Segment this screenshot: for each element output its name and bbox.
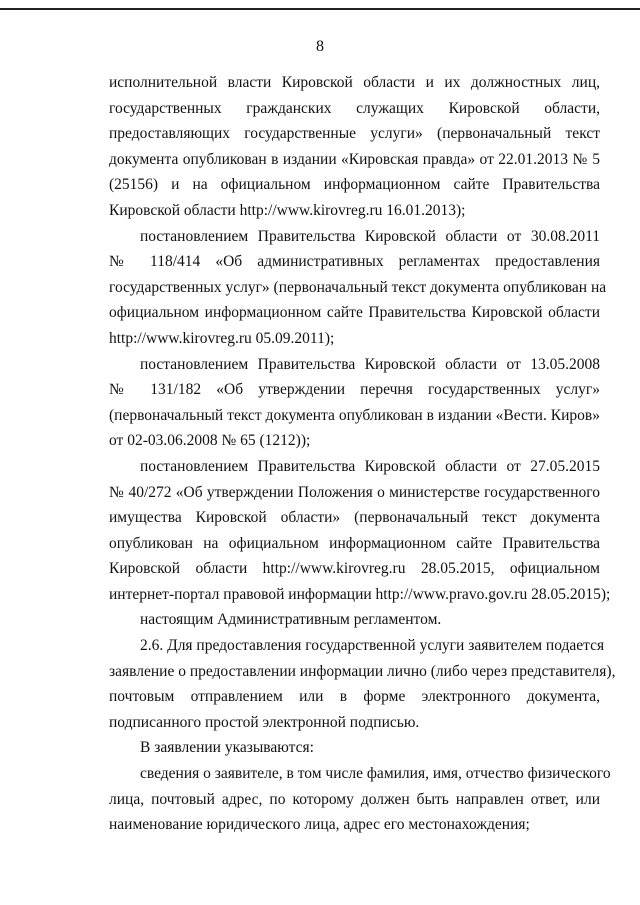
text-line: государственных гражданских служащих Кировской области, [109, 99, 600, 117]
text-line: сведения о заявителе, в том числе фамилия, имя, отчество физического [140, 765, 611, 783]
text-line: предоставляющих государственные услуги» (первоначальный текст [109, 125, 600, 143]
text-line: http://www.kirovreg.ru 05.09.2011); [109, 329, 335, 347]
text-line: № 131/182 «Об утверждении перечня государственных услуг» [109, 381, 600, 399]
text-line: (первоначальный текст документа опубликован в издании «Вести. Киров» [109, 406, 600, 424]
text-line: лица, почтовый адрес, по которому должен быть направлен ответ, или [109, 790, 600, 808]
text-line: 2.6. Для предоставления государственной услуги заявителем подается [140, 637, 605, 655]
text-line: исполнительной власти Кировской области и их должностных лиц, [109, 74, 600, 91]
text-line: от 02-03.06.2008 № 65 (1212)); [109, 432, 311, 450]
text-line: В заявлении указываются: [140, 739, 314, 757]
text-line: заявление о предоставлении информации лично (либо через представителя), [109, 662, 616, 680]
text-line: опубликован на официальном информационном сайте Правительства [109, 534, 600, 552]
text-line: интернет-портал правовой информации http://www.pravo.gov.ru 28.05.2015); [109, 585, 611, 603]
text-line: официальном информационном сайте Правительства Кировской области [109, 304, 600, 322]
paragraph [109, 607, 600, 633]
paragraph [109, 70, 600, 224]
text-line: государственных услуг» (первоначальный текст документа опубликован на [109, 278, 607, 296]
text-line: № 40/272 «Об утверждении Положения о министерстве государственного [109, 483, 600, 501]
paragraph [109, 224, 607, 352]
text-line: Кировской области http://www.kirovreg.ru 28.05.2015, официальном [109, 560, 600, 578]
text-line: документа опубликован в издании «Кировская правда» от 22.01.2013 № 5 [109, 150, 600, 168]
paragraph [109, 352, 600, 454]
text-line: постановлением Правительства Кировской области от 13.05.2008 [140, 355, 600, 373]
page-top-border [0, 0, 640, 10]
paragraph [109, 735, 600, 761]
text-line: Кировской области http://www.kirovreg.ru 16.01.2013); [109, 201, 466, 219]
page-number: 8 [316, 38, 324, 55]
text-line: наименование юридического лица, адрес его местонахождения; [109, 816, 530, 834]
paragraph [109, 454, 611, 608]
text-line: настоящим Административным регламентом. [140, 611, 442, 629]
text-line: подписанного простой электронной подписью. [109, 713, 420, 731]
text-line: постановлением Правительства Кировской области от 27.05.2015 [140, 457, 600, 475]
document-body [109, 70, 616, 838]
text-line: имущества Кировской области» (первоначальный текст документа [109, 509, 600, 527]
text-line: постановлением Правительства Кировской области от 30.08.2011 [140, 227, 600, 245]
text-line: почтовым отправлением или в форме электронного документа, [109, 688, 600, 706]
text-line: № 118/414 «Об административных регламентах предоставления [109, 253, 600, 271]
text-line: (25156) и на официальном информационном сайте Правительства [109, 176, 600, 194]
paragraph [109, 761, 611, 838]
paragraph [109, 633, 616, 735]
